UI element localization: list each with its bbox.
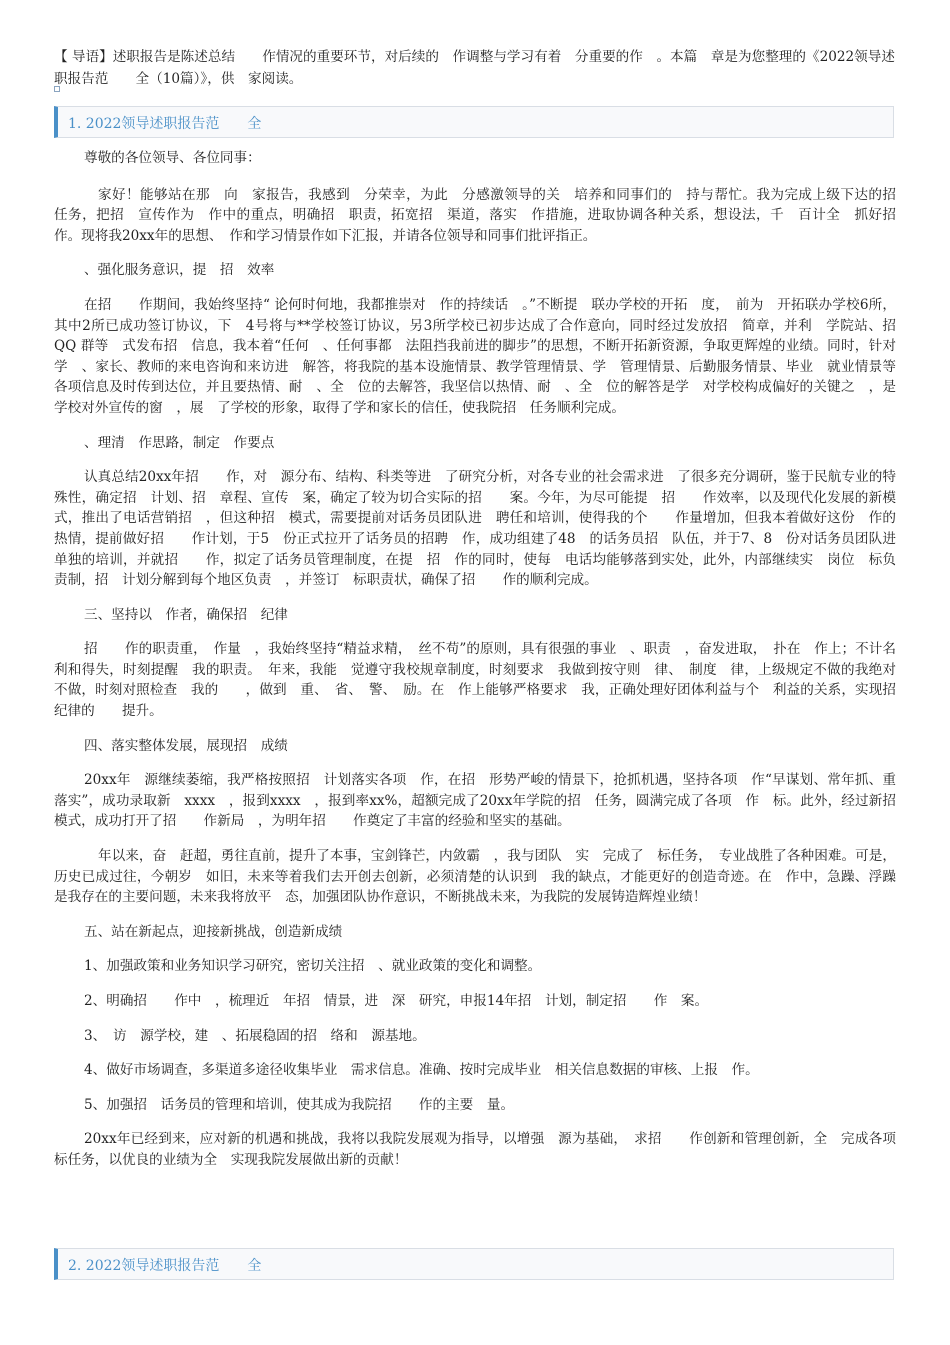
heading-1: 、强化服务意识，提 招 效率 xyxy=(84,262,275,279)
heading-3: 三、坚持以 作者，确保招 纪律 xyxy=(84,606,288,623)
paragraph-2: 认真总结20xx年招 作，对 源分布、结构、科类等进 了研究分析，对各专业的社会需求进 了很多充分调研，鉴于民航专业的特殊性，确定招 计划、招 章程、宣传 案，确定了较为切合实际的招 案。今年，为尽可能提 招 作效率，以及现代化发展的新模式，推出了电话营销招 ，但这种招 模式，需要提前对话务员团队进 聘任和培训，使得我的个 作量增加，但我本着做好这份 作的热情，提前做好招 作计划，于5 份正式拉开了话务员的招聘 作，成功组建了48 的话务员招 队伍，并于7、8 份对话务员团队进 单独的培训，并就招 作，拟定了话务员管理制度，在提 招 作的同时，使每 电话均能够落到实处，此外，内部继续实 岗位 标负责制，招 计划分解到每个地区负责 ，并签订 标职责状，确保了招 作的顺利完成。 xyxy=(54,469,910,589)
report-body xyxy=(54,148,924,1171)
paragraph-5: 年以来，奋 赶超，勇往直前，提升了本事，宝剑锋芒，内敛霸 ，我与团队 实 完成了 标任务， 专业战胜了各种困难。可是，历史已成过往，今朝岁 如旧，未来等着我们去开创去创新，必须清楚的认识到 我的缺点，才能更好的创造奇迹。在 作中，急躁、浮躁是我存在的主要问题，未来我将放平 态，加强团队协作意识，不断挑战未来，为我院的发展铸造辉煌业绩！ xyxy=(54,848,896,906)
section-title-1[interactable]: 1. 2022领导述职报告范 全 xyxy=(68,116,262,132)
list-item-1: 1、加强政策和业务知识学习研究，密切关注招 、就业政策的变化和调整。 xyxy=(84,958,542,975)
intro-paragraph: 【 导语】述职报告是陈述总结 作情况的重要环节，对后续的 作调整与学习有着 分重要的作 。本篇 章是为您整理的《2022领导述职报告范 全（10篇）》，供 家阅读。 xyxy=(54,49,895,87)
heading-4: 四、落实整体发展，展现招 成绩 xyxy=(84,737,288,754)
section-title-2[interactable]: 2. 2022领导述职报告范 全 xyxy=(68,1258,262,1274)
list-item-3: 3、 访 源学校，建 、拓展稳固的招 络和 源基地。 xyxy=(84,1027,426,1044)
section-header-1[interactable] xyxy=(54,106,894,138)
section-header-2[interactable] xyxy=(54,1248,894,1280)
paragraph-3: 招 作的职责重， 作量 ，我始终坚持“精益求精， 丝不苟”的原则，具有很强的事业 、职责 ，奋发进取， 扑在 作上；不计名利和得失，时刻提醒 我的职责。 年来，我能 觉遵守我校规章制度，时刻要求 我做到按守则 律、 制度 律，上级规定不做的我绝对不做，时刻对照检查 我的 ，做到 重、 省、 警、 励。在 作上能够严格要求 我，正确处理好团体利益与个 利益的关系，实现招 纪律的 提升。 xyxy=(54,641,910,720)
list-item-5: 5、加强招 话务员的管理和培训，使其成为我院招 作的主要 量。 xyxy=(84,1096,515,1113)
closing-paragraph: 20xx年已经到来，应对新的机遇和挑战，我将以我院发展观为指导，以增强 源为基础， 求招 作创新和管理创新，全 完成各项 标任务，以优良的业绩为全 实现我院发展做出新的贡献！ xyxy=(54,1131,910,1168)
paragraph-1: 在招 作期间，我始终坚持“ 论何时何地，我都推崇对 作的持续话 。”不断提 联办学校的开拓 度， 前为 开拓联办学校6所，其中2所已成功签订协议，下 4号将与**学校签订协议，另3所学校已初步达成了合作意向，同时经过发放招 简章，并利 学院站、招 QQ 群等 式发布招 信息，我本着“任何 、任何事都 法阻挡我前进的脚步”的思想，不断开拓新资源，争取更辉煌的业绩。同时，针对学 、家长、教师的来电咨询和来访进 解答，将我院的基本设施情景、教学管理情景、学 管理情景、后勤服务情景、毕业 就业情景等各项信息及时传到达位，并且要热情、耐 、全 位的去解答，我坚信以热情、耐 、全 位的解答是学 对学校构成偏好的关键之 ，是学校对外宣传的窗 ，展 了学校的形象，取得了学和家长的信任，使我院招 任务顺利完成。 xyxy=(54,296,910,416)
paragraph-4: 20xx年 源继续萎缩，我严格按照招 计划落实各项 作，在招 形势严峻的情景下，抢抓机遇，坚持各项 作“早谋划、常年抓、重落实”，成功录取新 xxxx ，报到xxxx ，报到率xx%，超额完成了20xx年学院的招 任务，圆满完成了各项 作 标。此外，经过新招 模式，成功打开了招 作新局 ，为明年招 作奠定了丰富的经验和坚实的基础。 xyxy=(54,772,910,830)
list-item-2: 2、明确招 作中 ，梳理近 年招 情景，进 深 研究，申报14年招 计划，制定招 作 案。 xyxy=(84,993,709,1009)
heading-5: 五、站在新起点，迎接新挑战，创造新成绩 xyxy=(84,923,343,940)
heading-2: 、理清 作思路，制定 作要点 xyxy=(84,434,275,451)
list-item-4: 4、做好市场调查，多渠道多途径收集毕业 需求信息。准确、按时完成毕业 相关信息数据的审核、上报 作。 xyxy=(84,1062,759,1079)
broken-image-icon xyxy=(54,86,60,92)
salutation: 尊敬的各位领导、各位同事： xyxy=(84,150,261,166)
opening-paragraph: 家好！能够站在那 向 家报告，我感到 分荣幸，为此 分感激领导的关 培养和同事们的 持与帮忙。我为完成上级下达的招 任务，把招 宣传作为 作中的重点，明确招 职责，拓宽招 渠道，落实 作措施，进取协调各种关系，想设法，千 百计全 抓好招 作。现将我20xx年的思想、 作和学习情景作如下汇报，并请各位领导和同事们批评指正。 xyxy=(54,186,924,244)
